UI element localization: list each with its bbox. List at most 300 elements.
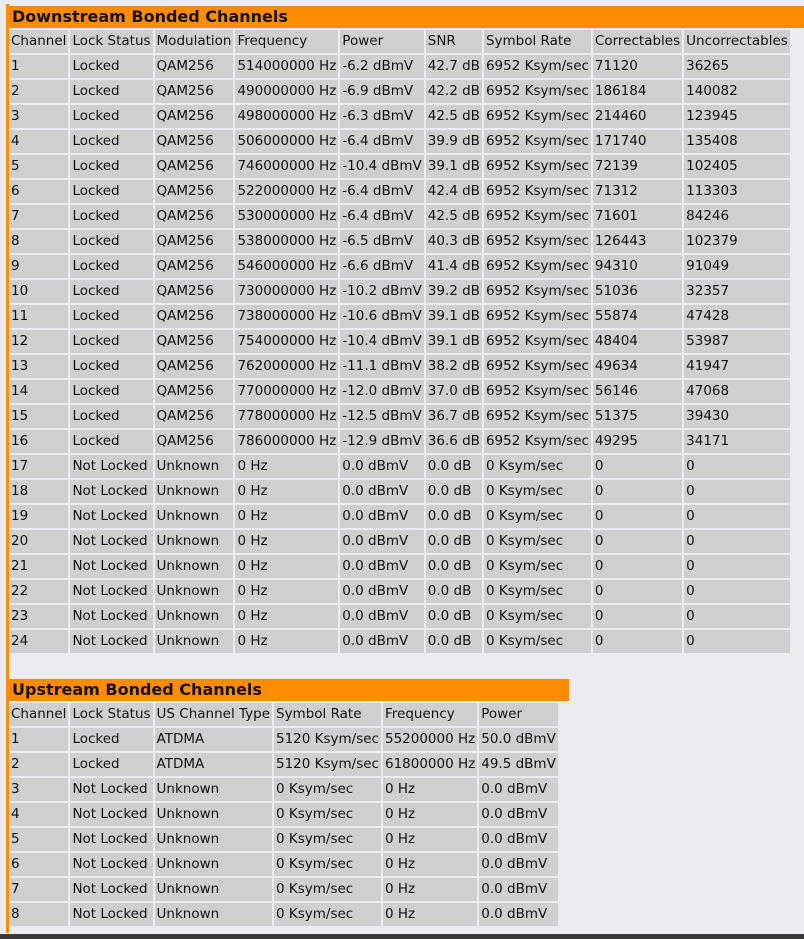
downstream-table-cell: 0 Ksym/sec	[484, 555, 591, 578]
upstream-table-cell: 0.0 dBmV	[479, 828, 558, 851]
downstream-table-cell: Locked	[70, 230, 152, 253]
downstream-table-row	[9, 580, 790, 603]
downstream-table-cell: 91049	[684, 255, 790, 278]
upstream-table-cell: Not Locked	[70, 803, 152, 826]
upstream-table-cell: 0 Hz	[383, 853, 477, 876]
downstream-table-cell: 39.1 dB	[426, 155, 482, 178]
downstream-table-cell: -6.5 dBmV	[340, 230, 423, 253]
downstream-table-cell: 135408	[684, 130, 790, 153]
downstream-table-cell: 49634	[593, 355, 682, 378]
downstream-table-cell: 538000000 Hz	[235, 230, 338, 253]
downstream-table-cell: Not Locked	[70, 630, 152, 653]
downstream-table-cell: 40.3 dB	[426, 230, 482, 253]
downstream-table-cell: Unknown	[155, 605, 234, 628]
downstream-table-cell: 770000000 Hz	[235, 380, 338, 403]
downstream-table-cell: 490000000 Hz	[235, 80, 338, 103]
downstream-table-cell: 778000000 Hz	[235, 405, 338, 428]
downstream-table-cell: 0 Ksym/sec	[484, 630, 591, 653]
downstream-table-cell: -6.4 dBmV	[340, 130, 423, 153]
downstream-table-cell: Unknown	[155, 530, 234, 553]
downstream-table-cell: 0	[593, 630, 682, 653]
downstream-table-cell: -6.2 dBmV	[340, 55, 423, 78]
downstream-table-cell: QAM256	[155, 55, 234, 78]
downstream-table-row	[9, 155, 790, 178]
downstream-table-cell: 6952 Ksym/sec	[484, 255, 591, 278]
downstream-table-cell: 48404	[593, 330, 682, 353]
upstream-table-cell: 0 Ksym/sec	[274, 778, 381, 801]
upstream-column-header: Channel	[9, 703, 68, 726]
downstream-table-cell: QAM256	[155, 430, 234, 453]
downstream-table-cell: -12.5 dBmV	[340, 405, 423, 428]
downstream-table-cell: 0 Ksym/sec	[484, 480, 591, 503]
downstream-table-cell: 0.0 dB	[426, 580, 482, 603]
downstream-table-cell: 4	[9, 130, 68, 153]
downstream-table-cell: 6952 Ksym/sec	[484, 130, 591, 153]
downstream-table-cell: 113303	[684, 180, 790, 203]
downstream-table-cell: Unknown	[155, 480, 234, 503]
downstream-column-header: Uncorrectables	[684, 30, 790, 53]
downstream-table-cell: 3	[9, 105, 68, 128]
downstream-table-cell: 0.0 dBmV	[340, 480, 423, 503]
downstream-table-cell: 0.0 dBmV	[340, 580, 423, 603]
downstream-table-cell: 6952 Ksym/sec	[484, 405, 591, 428]
upstream-table-cell: 0.0 dBmV	[479, 853, 558, 876]
downstream-table-cell: -12.0 dBmV	[340, 380, 423, 403]
downstream-table-cell: 6952 Ksym/sec	[484, 380, 591, 403]
upstream-table-row	[9, 903, 558, 926]
downstream-table-cell: 0.0 dB	[426, 530, 482, 553]
downstream-table-cell: 0	[593, 555, 682, 578]
downstream-table-cell: 37.0 dB	[426, 380, 482, 403]
downstream-table-cell: QAM256	[155, 280, 234, 303]
downstream-table-row	[9, 605, 790, 628]
downstream-table-row	[9, 180, 790, 203]
downstream-table-cell: 53987	[684, 330, 790, 353]
downstream-table-cell: 6952 Ksym/sec	[484, 280, 591, 303]
downstream-table-cell: 0 Hz	[235, 505, 338, 528]
downstream-table-cell: 34171	[684, 430, 790, 453]
downstream-table-cell: Locked	[70, 355, 152, 378]
upstream-column-header: Symbol Rate	[274, 703, 381, 726]
downstream-table-cell: 72139	[593, 155, 682, 178]
downstream-table-cell: 0 Hz	[235, 555, 338, 578]
downstream-table-cell: 0	[593, 530, 682, 553]
downstream-table-cell: 17	[9, 455, 68, 478]
downstream-column-header: Power	[340, 30, 423, 53]
downstream-table-cell: 0 Hz	[235, 480, 338, 503]
downstream-table-cell: 0.0 dBmV	[340, 505, 423, 528]
upstream-table-cell: 2	[9, 753, 68, 776]
downstream-table-cell: 0	[684, 530, 790, 553]
upstream-column-header: Lock Status	[70, 703, 152, 726]
downstream-table-cell: 0	[684, 480, 790, 503]
downstream-table-cell: 42.4 dB	[426, 180, 482, 203]
downstream-table-cell: 56146	[593, 380, 682, 403]
downstream-table-row	[9, 80, 790, 103]
downstream-table-cell: 0	[593, 505, 682, 528]
downstream-table-cell: 0 Hz	[235, 630, 338, 653]
upstream-table-cell: 49.5 dBmV	[479, 753, 558, 776]
downstream-table-cell: Locked	[70, 430, 152, 453]
upstream-table-cell: 0.0 dBmV	[479, 803, 558, 826]
upstream-table-cell: 5120 Ksym/sec	[274, 728, 381, 751]
upstream-table-cell: Not Locked	[70, 828, 152, 851]
downstream-table-cell: 0.0 dB	[426, 480, 482, 503]
downstream-table-cell: 0.0 dB	[426, 455, 482, 478]
downstream-table-cell: Not Locked	[70, 605, 152, 628]
downstream-table-cell: 522000000 Hz	[235, 180, 338, 203]
downstream-table-cell: 32357	[684, 280, 790, 303]
downstream-table-cell: QAM256	[155, 405, 234, 428]
downstream-table-cell: 36.6 dB	[426, 430, 482, 453]
downstream-table-cell: Locked	[70, 330, 152, 353]
downstream-title: Downstream Bonded Channels	[9, 6, 804, 28]
upstream-table-row	[9, 878, 558, 901]
downstream-table-cell: 21	[9, 555, 68, 578]
downstream-table-cell: 0 Hz	[235, 605, 338, 628]
upstream-table-cell: 0.0 dBmV	[479, 878, 558, 901]
downstream-table-cell: 41947	[684, 355, 790, 378]
downstream-table-cell: 11	[9, 305, 68, 328]
downstream-table-cell: Not Locked	[70, 480, 152, 503]
downstream-table-cell: 39.1 dB	[426, 330, 482, 353]
downstream-table-cell: 6	[9, 180, 68, 203]
downstream-table-cell: 0	[684, 630, 790, 653]
downstream-table-cell: 0.0 dBmV	[340, 605, 423, 628]
upstream-table-cell: Unknown	[155, 778, 272, 801]
upstream-table-cell: 0 Ksym/sec	[274, 853, 381, 876]
downstream-table-cell: Locked	[70, 280, 152, 303]
downstream-table-cell: 19	[9, 505, 68, 528]
upstream-table-cell: Not Locked	[70, 903, 152, 926]
downstream-table-cell: 6952 Ksym/sec	[484, 80, 591, 103]
downstream-table-cell: 6952 Ksym/sec	[484, 430, 591, 453]
downstream-column-header: Lock Status	[70, 30, 152, 53]
downstream-table-row	[9, 55, 790, 78]
upstream-table-row	[9, 803, 558, 826]
downstream-table-cell: Locked	[70, 205, 152, 228]
upstream-table-cell: Not Locked	[70, 853, 152, 876]
upstream-column-header: US Channel Type	[155, 703, 272, 726]
downstream-table-cell: -12.9 dBmV	[340, 430, 423, 453]
upstream-table-cell: Locked	[70, 753, 152, 776]
downstream-table-cell: 36.7 dB	[426, 405, 482, 428]
downstream-table-cell: 0 Ksym/sec	[484, 580, 591, 603]
downstream-table-cell: QAM256	[155, 305, 234, 328]
downstream-table-cell: Locked	[70, 55, 152, 78]
bottom-edge-bar	[0, 934, 804, 939]
downstream-table-cell: 20	[9, 530, 68, 553]
downstream-table-cell: 0.0 dBmV	[340, 530, 423, 553]
upstream-table-cell: 0 Ksym/sec	[274, 903, 381, 926]
downstream-table-cell: Not Locked	[70, 530, 152, 553]
upstream-table-cell: 5120 Ksym/sec	[274, 753, 381, 776]
downstream-table-cell: 0 Ksym/sec	[484, 530, 591, 553]
downstream-table-cell: QAM256	[155, 205, 234, 228]
downstream-table-cell: 42.2 dB	[426, 80, 482, 103]
downstream-table-cell: Locked	[70, 155, 152, 178]
downstream-table-cell: 51375	[593, 405, 682, 428]
upstream-table-cell: Locked	[70, 728, 152, 751]
downstream-table-cell: 102405	[684, 155, 790, 178]
downstream-table-cell: 730000000 Hz	[235, 280, 338, 303]
downstream-table-cell: 0 Ksym/sec	[484, 505, 591, 528]
downstream-table-cell: 0 Hz	[235, 455, 338, 478]
upstream-table-row	[9, 828, 558, 851]
downstream-table-cell: 0.0 dB	[426, 555, 482, 578]
downstream-table-row	[9, 480, 790, 503]
upstream-table-row	[9, 753, 558, 776]
upstream-column-header: Power	[479, 703, 558, 726]
downstream-table-cell: 1	[9, 55, 68, 78]
downstream-table-row	[9, 355, 790, 378]
upstream-table	[7, 701, 560, 928]
downstream-table-cell: 12	[9, 330, 68, 353]
downstream-table-cell: 6952 Ksym/sec	[484, 55, 591, 78]
upstream-section	[9, 679, 569, 928]
downstream-table-cell: 71312	[593, 180, 682, 203]
downstream-table-cell: 171740	[593, 130, 682, 153]
downstream-table-cell: 0	[684, 505, 790, 528]
downstream-table-cell: 24	[9, 630, 68, 653]
downstream-table-cell: -6.4 dBmV	[340, 205, 423, 228]
upstream-table-cell: 0 Ksym/sec	[274, 828, 381, 851]
upstream-table-cell: Not Locked	[70, 778, 152, 801]
downstream-table-cell: QAM256	[155, 155, 234, 178]
downstream-table-row	[9, 455, 790, 478]
downstream-table-cell: 36265	[684, 55, 790, 78]
upstream-table-cell: 0 Ksym/sec	[274, 803, 381, 826]
downstream-table-cell: 55874	[593, 305, 682, 328]
downstream-table-cell: 51036	[593, 280, 682, 303]
downstream-table-cell: 13	[9, 355, 68, 378]
downstream-table-row	[9, 255, 790, 278]
upstream-table-cell: 6	[9, 853, 68, 876]
downstream-table-cell: 0 Hz	[235, 530, 338, 553]
downstream-table-cell: Not Locked	[70, 455, 152, 478]
downstream-column-header: Channel	[9, 30, 68, 53]
upstream-table-cell: 0.0 dBmV	[479, 903, 558, 926]
downstream-table-row	[9, 280, 790, 303]
downstream-table-row	[9, 630, 790, 653]
downstream-table-cell: 0 Ksym/sec	[484, 455, 591, 478]
upstream-column-header: Frequency	[383, 703, 477, 726]
downstream-table-cell: 41.4 dB	[426, 255, 482, 278]
downstream-table-cell: QAM256	[155, 255, 234, 278]
downstream-table-cell: 140082	[684, 80, 790, 103]
downstream-table-cell: 9	[9, 255, 68, 278]
downstream-header-row	[9, 30, 790, 53]
upstream-table-cell: 1	[9, 728, 68, 751]
downstream-table-cell: 0.0 dB	[426, 505, 482, 528]
downstream-table-row	[9, 105, 790, 128]
downstream-table-cell: 0.0 dBmV	[340, 455, 423, 478]
downstream-table-cell: 0.0 dB	[426, 630, 482, 653]
upstream-table-cell: 8	[9, 903, 68, 926]
upstream-table-cell: 0 Hz	[383, 803, 477, 826]
downstream-table-row	[9, 530, 790, 553]
downstream-table-cell: 18	[9, 480, 68, 503]
downstream-table-row	[9, 405, 790, 428]
downstream-table-cell: 15	[9, 405, 68, 428]
downstream-table-cell: 498000000 Hz	[235, 105, 338, 128]
downstream-table-cell: Unknown	[155, 505, 234, 528]
downstream-table-cell: 102379	[684, 230, 790, 253]
downstream-table-row	[9, 430, 790, 453]
downstream-table-cell: 0	[593, 480, 682, 503]
downstream-table-cell: 38.2 dB	[426, 355, 482, 378]
upstream-table-cell: ATDMA	[155, 728, 272, 751]
downstream-table-cell: 16	[9, 430, 68, 453]
downstream-table-cell: QAM256	[155, 380, 234, 403]
upstream-table-cell: Unknown	[155, 878, 272, 901]
downstream-table-cell: 47068	[684, 380, 790, 403]
upstream-table-cell: 0.0 dBmV	[479, 778, 558, 801]
downstream-table-cell: 6952 Ksym/sec	[484, 155, 591, 178]
downstream-table-cell: Not Locked	[70, 580, 152, 603]
upstream-table-cell: 61800000 Hz	[383, 753, 477, 776]
upstream-table-cell: 4	[9, 803, 68, 826]
downstream-table-cell: Locked	[70, 380, 152, 403]
upstream-table-row	[9, 778, 558, 801]
downstream-column-header: Frequency	[235, 30, 338, 53]
downstream-table-cell: 0	[684, 455, 790, 478]
downstream-table-row	[9, 330, 790, 353]
downstream-table-cell: 0	[593, 455, 682, 478]
downstream-table-cell: 0	[684, 580, 790, 603]
downstream-table-cell: Unknown	[155, 630, 234, 653]
downstream-table-cell: 0.0 dBmV	[340, 555, 423, 578]
downstream-table-cell: -6.9 dBmV	[340, 80, 423, 103]
downstream-table-cell: -10.2 dBmV	[340, 280, 423, 303]
downstream-column-header: SNR	[426, 30, 482, 53]
downstream-table-cell: 0	[684, 605, 790, 628]
downstream-table-row	[9, 305, 790, 328]
downstream-table-cell: -6.4 dBmV	[340, 180, 423, 203]
downstream-table	[7, 28, 792, 655]
downstream-column-header: Modulation	[155, 30, 234, 53]
downstream-column-header: Symbol Rate	[484, 30, 591, 53]
upstream-table-row	[9, 853, 558, 876]
downstream-table-cell: 39.1 dB	[426, 305, 482, 328]
downstream-table-cell: 71601	[593, 205, 682, 228]
downstream-table-row	[9, 230, 790, 253]
downstream-table-cell: 6952 Ksym/sec	[484, 205, 591, 228]
downstream-table-cell: 0	[684, 555, 790, 578]
downstream-table-body	[9, 55, 790, 653]
downstream-table-cell: Locked	[70, 80, 152, 103]
downstream-table-cell: 546000000 Hz	[235, 255, 338, 278]
downstream-table-cell: 6952 Ksym/sec	[484, 355, 591, 378]
upstream-table-cell: Unknown	[155, 853, 272, 876]
downstream-table-cell: Locked	[70, 180, 152, 203]
upstream-table-cell: Unknown	[155, 803, 272, 826]
downstream-table-cell: Locked	[70, 255, 152, 278]
downstream-table-cell: 14	[9, 380, 68, 403]
downstream-table-cell: 762000000 Hz	[235, 355, 338, 378]
downstream-table-cell: Unknown	[155, 580, 234, 603]
upstream-title: Upstream Bonded Channels	[9, 679, 569, 701]
upstream-table-row	[9, 728, 558, 751]
downstream-table-cell: -10.6 dBmV	[340, 305, 423, 328]
downstream-table-row	[9, 505, 790, 528]
downstream-table-cell: 214460	[593, 105, 682, 128]
downstream-table-cell: Locked	[70, 405, 152, 428]
downstream-table-row	[9, 130, 790, 153]
downstream-table-cell: -10.4 dBmV	[340, 330, 423, 353]
downstream-table-cell: -6.3 dBmV	[340, 105, 423, 128]
upstream-table-cell: 5	[9, 828, 68, 851]
upstream-table-cell: 50.0 dBmV	[479, 728, 558, 751]
downstream-table-cell: 0	[593, 605, 682, 628]
downstream-table-cell: 7	[9, 205, 68, 228]
downstream-table-cell: 746000000 Hz	[235, 155, 338, 178]
downstream-table-cell: 42.7 dB	[426, 55, 482, 78]
downstream-table-cell: 23	[9, 605, 68, 628]
upstream-table-cell: ATDMA	[155, 753, 272, 776]
downstream-table-cell: 39430	[684, 405, 790, 428]
downstream-table-cell: 123945	[684, 105, 790, 128]
upstream-table-cell: 0 Hz	[383, 878, 477, 901]
downstream-column-header: Correctables	[593, 30, 682, 53]
downstream-table-cell: Locked	[70, 105, 152, 128]
downstream-table-cell: 49295	[593, 430, 682, 453]
downstream-table-cell: Unknown	[155, 555, 234, 578]
downstream-table-cell: 0 Ksym/sec	[484, 605, 591, 628]
downstream-table-cell: 738000000 Hz	[235, 305, 338, 328]
upstream-table-cell: Unknown	[155, 903, 272, 926]
downstream-table-cell: QAM256	[155, 355, 234, 378]
downstream-table-cell: -11.1 dBmV	[340, 355, 423, 378]
downstream-table-cell: 84246	[684, 205, 790, 228]
downstream-table-cell: QAM256	[155, 330, 234, 353]
downstream-table-cell: 39.2 dB	[426, 280, 482, 303]
downstream-table-cell: 47428	[684, 305, 790, 328]
downstream-table-cell: Not Locked	[70, 505, 152, 528]
upstream-table-cell: 55200000 Hz	[383, 728, 477, 751]
downstream-table-cell: QAM256	[155, 80, 234, 103]
downstream-table-cell: 0.0 dB	[426, 605, 482, 628]
downstream-table-cell: 22	[9, 580, 68, 603]
downstream-table-cell: QAM256	[155, 180, 234, 203]
downstream-table-cell: 754000000 Hz	[235, 330, 338, 353]
downstream-table-cell: 42.5 dB	[426, 205, 482, 228]
downstream-table-row	[9, 205, 790, 228]
downstream-table-cell: 6952 Ksym/sec	[484, 105, 591, 128]
downstream-table-cell: Not Locked	[70, 555, 152, 578]
upstream-table-cell: 0 Hz	[383, 828, 477, 851]
upstream-table-cell: 0 Ksym/sec	[274, 878, 381, 901]
downstream-table-cell: Locked	[70, 130, 152, 153]
downstream-table-cell: 6952 Ksym/sec	[484, 305, 591, 328]
downstream-table-row	[9, 555, 790, 578]
upstream-table-cell: 0 Hz	[383, 778, 477, 801]
downstream-table-cell: Locked	[70, 305, 152, 328]
downstream-table-cell: 6952 Ksym/sec	[484, 230, 591, 253]
upstream-table-cell: Unknown	[155, 828, 272, 851]
downstream-table-cell: 786000000 Hz	[235, 430, 338, 453]
downstream-table-cell: -10.4 dBmV	[340, 155, 423, 178]
downstream-table-cell: QAM256	[155, 230, 234, 253]
downstream-table-cell: 10	[9, 280, 68, 303]
downstream-table-cell: 94310	[593, 255, 682, 278]
downstream-table-cell: 6952 Ksym/sec	[484, 180, 591, 203]
upstream-table-cell: 7	[9, 878, 68, 901]
downstream-table-cell: 71120	[593, 55, 682, 78]
downstream-table-cell: -6.6 dBmV	[340, 255, 423, 278]
downstream-table-cell: 8	[9, 230, 68, 253]
downstream-table-cell: 42.5 dB	[426, 105, 482, 128]
